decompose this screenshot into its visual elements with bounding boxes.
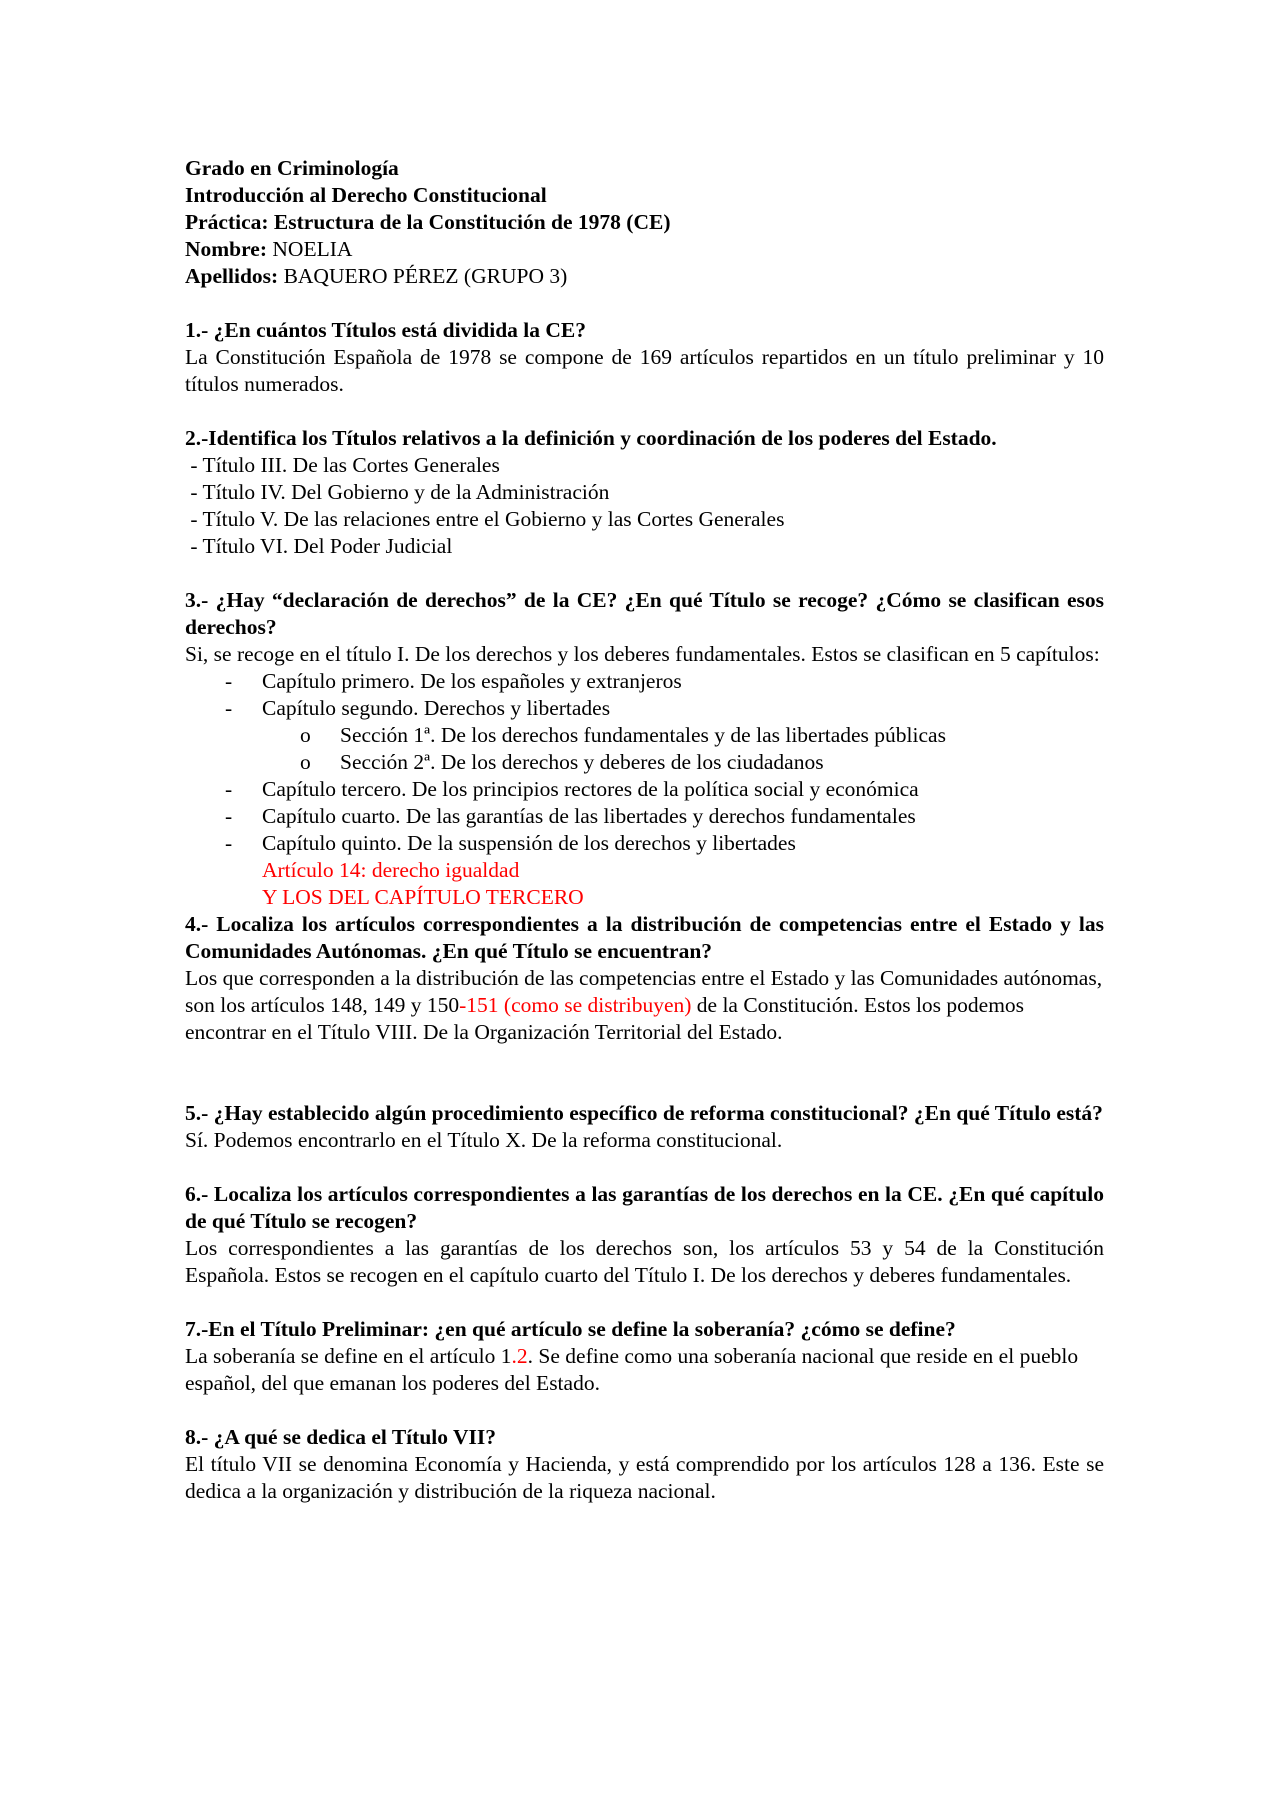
question-3: 3.- ¿Hay “declaración de derechos” de la CE? ¿En qué Título se recoge? ¿Cómo se clasifican esos derechos? [185, 588, 1104, 639]
question-8: 8.- ¿A qué se dedica el Título VII? [185, 1425, 496, 1449]
dash-marker: - [225, 804, 233, 828]
answer-5: Sí. Podemos encontrarlo en el Título X. De la reforma constitucional. [185, 1128, 783, 1152]
list-item: - Título IV. Del Gobierno y de la Administración [185, 480, 610, 504]
answer-4-text-end: de la Constitución. Estos los podemos encontrar en el Título VIII. De la Organización Territorial del Estado. [185, 993, 1025, 1044]
list-item: - Título VI. Del Poder Judicial [185, 534, 453, 558]
name-line [185, 236, 1104, 263]
list-item: - Título V. De las relaciones entre el Gobierno y las Cortes Generales [185, 507, 785, 531]
list-item: - Título III. De las Cortes Generales [185, 453, 500, 477]
chapter-1: Capítulo primero. De los españoles y extranjeros [262, 669, 682, 693]
chapters-list [185, 668, 1104, 722]
circle-marker: o [300, 750, 311, 774]
dash-marker: - [225, 669, 233, 693]
name-value: NOELIA [272, 237, 353, 261]
chapter-3: Capítulo tercero. De los principios rectores de la política social y económica [262, 777, 919, 801]
chapter-2: Capítulo segundo. Derechos y libertades [262, 696, 611, 720]
answer-7-text-end: . Se define como una soberanía nacional que reside en el pueblo español, del que emanan los poderes del Estado. [185, 1344, 1079, 1395]
practice-line: Práctica: Estructura de la Constitución de 1978 (CE) [185, 210, 671, 234]
dash-marker: - [225, 777, 233, 801]
answer-7 [185, 1343, 1104, 1397]
red-note-2: Y LOS DEL CAPÍTULO TERCERO [262, 885, 584, 909]
document-header [185, 155, 1104, 290]
sections-list [185, 722, 1104, 776]
section-2: Sección 2ª. De los derechos y deberes de los ciudadanos [340, 750, 824, 774]
list-item [185, 695, 1104, 722]
answer-8: El título VII se denomina Economía y Hacienda, y está comprendido por los artículos 128 a 136. Este se dedica a la organización y distribución de la riqueza nacional. [185, 1452, 1104, 1503]
question-5: 5.- ¿Hay establecido algún procedimiento específico de reforma constitucional? ¿En qué Título está? [185, 1101, 1103, 1125]
list-item [185, 722, 1104, 749]
red-note-1: Artículo 14: derecho igualdad [262, 858, 520, 882]
answer-7-text: La soberanía se define en el artículo 1 [185, 1344, 512, 1368]
answer-4-red: -151 (como se distribuyen) [459, 993, 692, 1017]
circle-marker: o [300, 723, 311, 747]
answer-3: Si, se recoge en el título I. De los derechos y los deberes fundamentales. Estos se clasifican en 5 capítulos: [185, 642, 1100, 666]
degree-line: Grado en Criminología [185, 156, 399, 180]
question-7: 7.-En el Título Preliminar: ¿en qué artículo se define la soberanía? ¿cómo se define? [185, 1317, 956, 1341]
course-line: Introducción al Derecho Constitucional [185, 183, 547, 207]
list-item [185, 668, 1104, 695]
answer-7-red: .2 [511, 1344, 528, 1368]
chapter-4: Capítulo cuarto. De las garantías de las libertades y derechos fundamentales [262, 804, 916, 828]
question-2: 2.-Identifica los Títulos relativos a la definición y coordinación de los poderes del Estado. [185, 426, 997, 450]
answer-2-list [185, 452, 1104, 560]
list-item [185, 776, 1104, 803]
question-1: 1.- ¿En cuántos Títulos está dividida la CE? [185, 318, 587, 342]
chapters-list-cont [185, 776, 1104, 857]
list-item [185, 803, 1104, 830]
answer-1: La Constitución Española de 1978 se compone de 169 artículos repartidos en un título preliminar y 10 títulos numerados. [185, 345, 1104, 396]
chapter-5: Capítulo quinto. De la suspensión de los derechos y libertades [262, 831, 796, 855]
answer-4 [185, 965, 1104, 1046]
answer-4-text: Los que corresponden a la distribución de las competencias entre el Estado y las Comunidades autónomas, son los artículos 148, 149 y 150 [185, 966, 1103, 1017]
question-6: 6.- Localiza los artículos correspondientes a las garantías de los derechos en la CE. ¿En qué capítulo de qué Título se recogen? [185, 1182, 1104, 1233]
surname-line [185, 263, 1104, 290]
section-1: Sección 1ª. De los derechos fundamentales y de las libertades públicas [340, 723, 946, 747]
answer-6: Los correspondientes a las garantías de los derechos son, los artículos 53 y 54 de la Constitución Española. Estos se recogen en el capítulo cuarto del Título I. De los derechos y deberes fundamentales. [185, 1236, 1104, 1287]
list-item [185, 749, 1104, 776]
surname-value: BAQUERO PÉREZ (GRUPO 3) [283, 264, 568, 288]
name-label: Nombre: [185, 237, 268, 261]
dash-marker: - [225, 831, 233, 855]
surname-label: Apellidos: [185, 264, 279, 288]
question-4: 4.- Localiza los artículos correspondientes a la distribución de competencias entre el Estado y las Comunidades Autónomas. ¿En qué Título se encuentran? [185, 912, 1104, 963]
dash-marker: - [225, 696, 233, 720]
list-item [185, 830, 1104, 857]
